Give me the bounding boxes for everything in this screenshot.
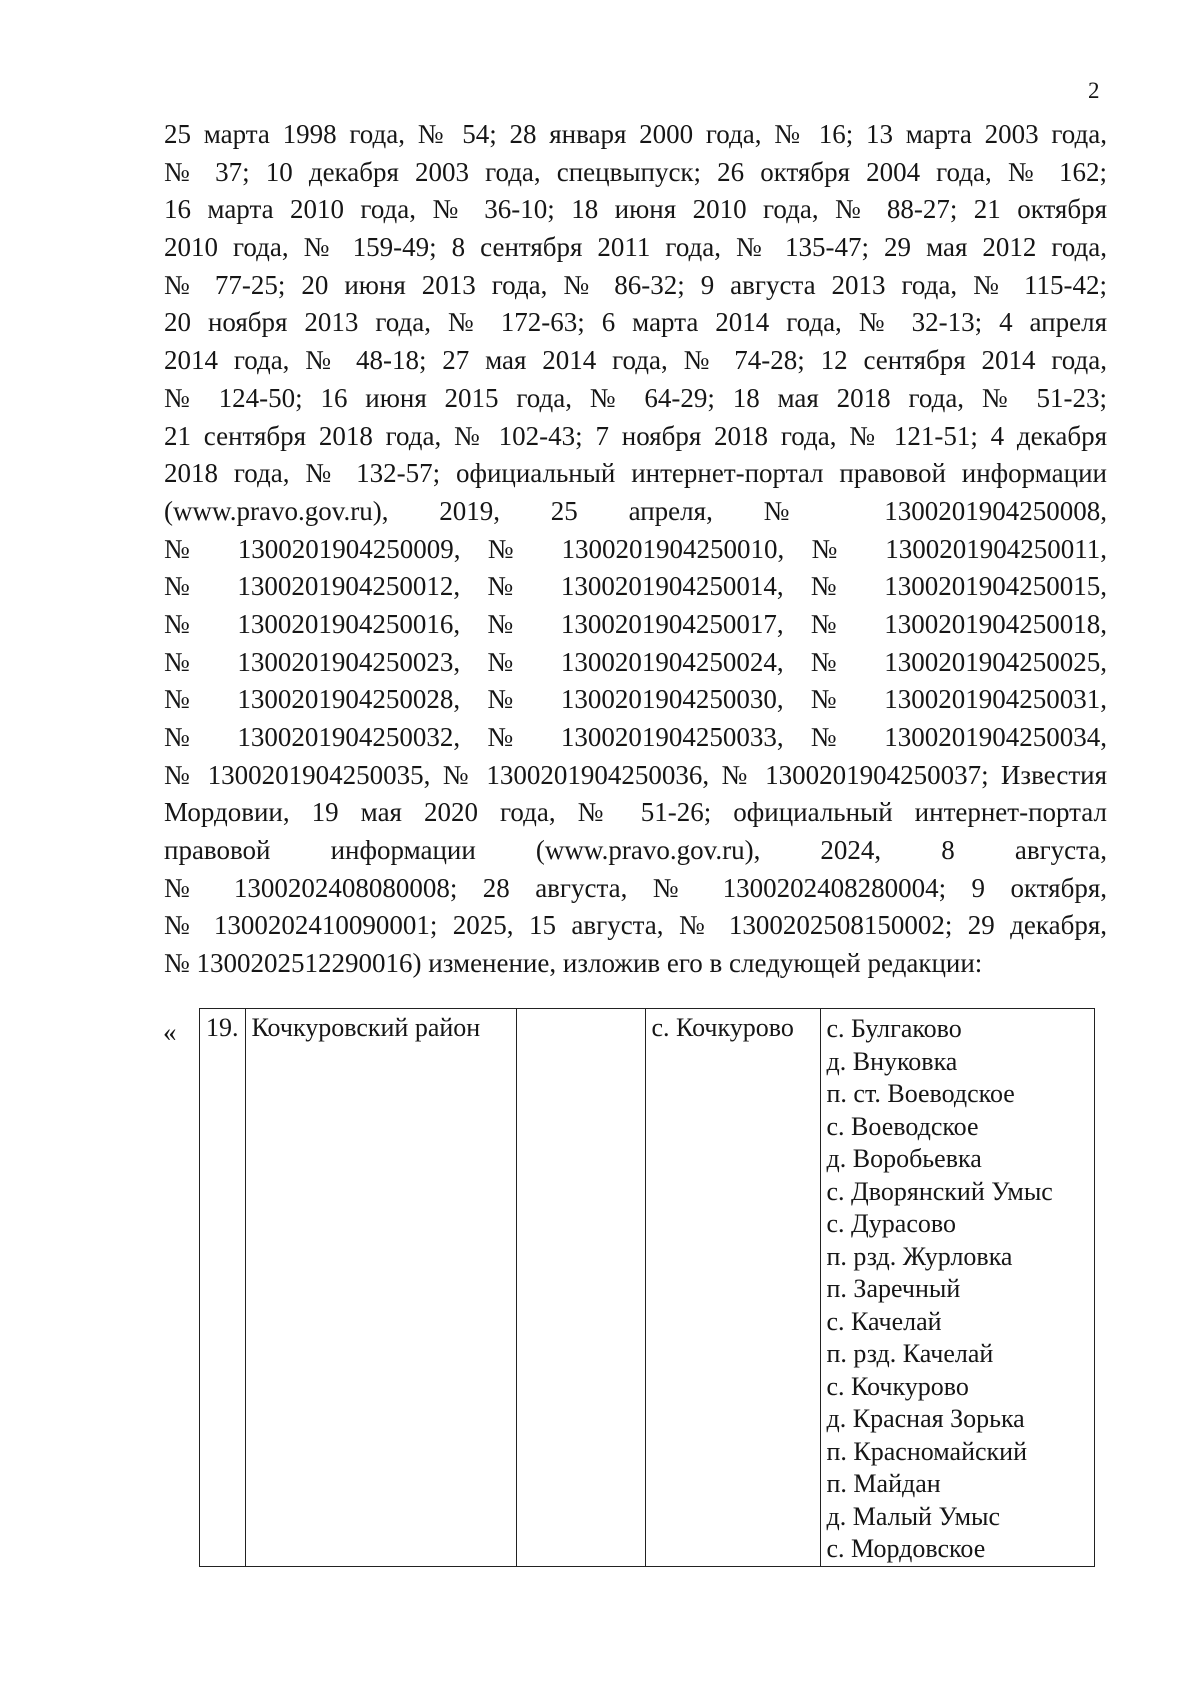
paragraph-line: № 1300202408080008; 28 августа, № 1300202408280004; 9 октября, bbox=[164, 872, 1107, 903]
paragraph-line: № 1300201904250032, № 1300201904250033, № 1300201904250034, bbox=[164, 722, 1107, 752]
paragraph-line: № 1300201904250023, № 1300201904250024, № 1300201904250025, bbox=[164, 646, 1107, 677]
list-item: п. рзд. Журловка bbox=[826, 1241, 1013, 1271]
list-item: п. Красномайский bbox=[826, 1436, 1027, 1466]
list-item: п. рзд. Качелай bbox=[826, 1339, 994, 1368]
paragraph-line: Мордовии, 19 мая 2020 года, № 51-26; официальный интернет-портал bbox=[164, 797, 1107, 828]
administrative-center: с. Кочкурово bbox=[645, 1009, 820, 1567]
paragraph-line: (www.pravo.gov.ru), 2019, 25 апреля, № 1300201904250008, bbox=[164, 495, 1107, 526]
paragraph-line: 21 сентября 2018 года, № 102-43; 7 ноября 2018 года, № 121-51; 4 декабря bbox=[164, 420, 1107, 451]
list-item: с. Воеводское bbox=[826, 1111, 979, 1141]
table-row bbox=[200, 1009, 1095, 1567]
list-item: с. Качелай bbox=[826, 1306, 942, 1336]
list-item: с. Кочкурово bbox=[826, 1371, 969, 1401]
paragraph-line: 25 марта 1998 года, № 54; 28 января 2000 года, № 16; 13 марта 2003 года, bbox=[164, 119, 1107, 149]
list-item: с. Дворянский Умыс bbox=[826, 1176, 1053, 1206]
paragraph-line: № 1300201904250016, № 1300201904250017, № 1300201904250018, bbox=[164, 608, 1107, 639]
paragraph-line: № 1300201904250028, № 1300201904250030, № 1300201904250031, bbox=[164, 684, 1107, 715]
amendment-paragraph bbox=[164, 116, 1107, 983]
paragraph-line: 16 марта 2010 года, № 36-10; 18 июня 2010 года, № 88-27; 21 октября bbox=[164, 194, 1107, 225]
list-item: д. Красная Зорька bbox=[826, 1404, 1025, 1433]
paragraph-line: 2018 года, № 132-57; официальный интернет-портал правовой информации bbox=[164, 458, 1107, 489]
paragraph-line: № 1300201904250035, № 1300201904250036, № 1300201904250037; Известия bbox=[164, 759, 1107, 790]
paragraph-line: № 1300201904250009, № 1300201904250010, № 1300201904250011, bbox=[164, 533, 1107, 564]
empty-cell bbox=[516, 1009, 645, 1567]
list-item: с. Булгаково bbox=[826, 1014, 962, 1043]
paragraph-line: 2014 года, № 48-18; 27 мая 2014 года, № 74-28; 12 сентября 2014 года, bbox=[164, 345, 1107, 376]
opening-quote: « bbox=[163, 1017, 177, 1047]
list-item: с. Дурасово bbox=[826, 1209, 956, 1238]
paragraph-line: № 1300201904250012, № 1300201904250014, № 1300201904250015, bbox=[164, 571, 1107, 602]
list-item: п. Майдан bbox=[826, 1469, 941, 1498]
list-item: п. ст. Воеводское bbox=[826, 1079, 1015, 1108]
paragraph-line: 20 ноября 2013 года, № 172-63; 6 марта 2014 года, № 32-13; 4 апреля bbox=[164, 307, 1107, 338]
paragraph-line: 2010 года, № 159-49; 8 сентября 2011 года, № 135-47; 29 мая 2012 года, bbox=[164, 232, 1107, 263]
paragraph-line: правовой информации (www.pravo.gov.ru), 2024, 8 августа, bbox=[164, 835, 1107, 866]
page-number: 2 bbox=[1088, 78, 1100, 103]
list-item: п. Заречный bbox=[826, 1274, 961, 1303]
settlements-list bbox=[820, 1009, 1095, 1567]
list-item: д. Малый Умыс bbox=[826, 1501, 1001, 1531]
paragraph-line: № 1300202512290016) изменение, изложив его в следующей редакции: bbox=[164, 948, 983, 979]
paragraph-line: № 37; 10 декабря 2003 года, спецвыпуск; 26 октября 2004 года, № 162; bbox=[164, 156, 1107, 187]
paragraph-line: № 1300202410090001; 2025, 15 августа, № 1300202508150002; 29 декабря, bbox=[164, 910, 1107, 941]
list-item: д. Внуковка bbox=[826, 1046, 958, 1076]
row-number: 19. bbox=[200, 1009, 246, 1567]
paragraph-line: № 77-25; 20 июня 2013 года, № 86-32; 9 августа 2013 года, № 115-42; bbox=[164, 269, 1107, 300]
district-name: Кочкуровский район bbox=[245, 1009, 516, 1567]
locality-table bbox=[199, 1008, 1095, 1567]
list-item: д. Воробьевка bbox=[826, 1144, 982, 1173]
paragraph-line: № 124-50; 16 июня 2015 года, № 64-29; 18 мая 2018 года, № 51-23; bbox=[164, 382, 1107, 413]
list-item: с. Мордовское bbox=[826, 1534, 986, 1563]
